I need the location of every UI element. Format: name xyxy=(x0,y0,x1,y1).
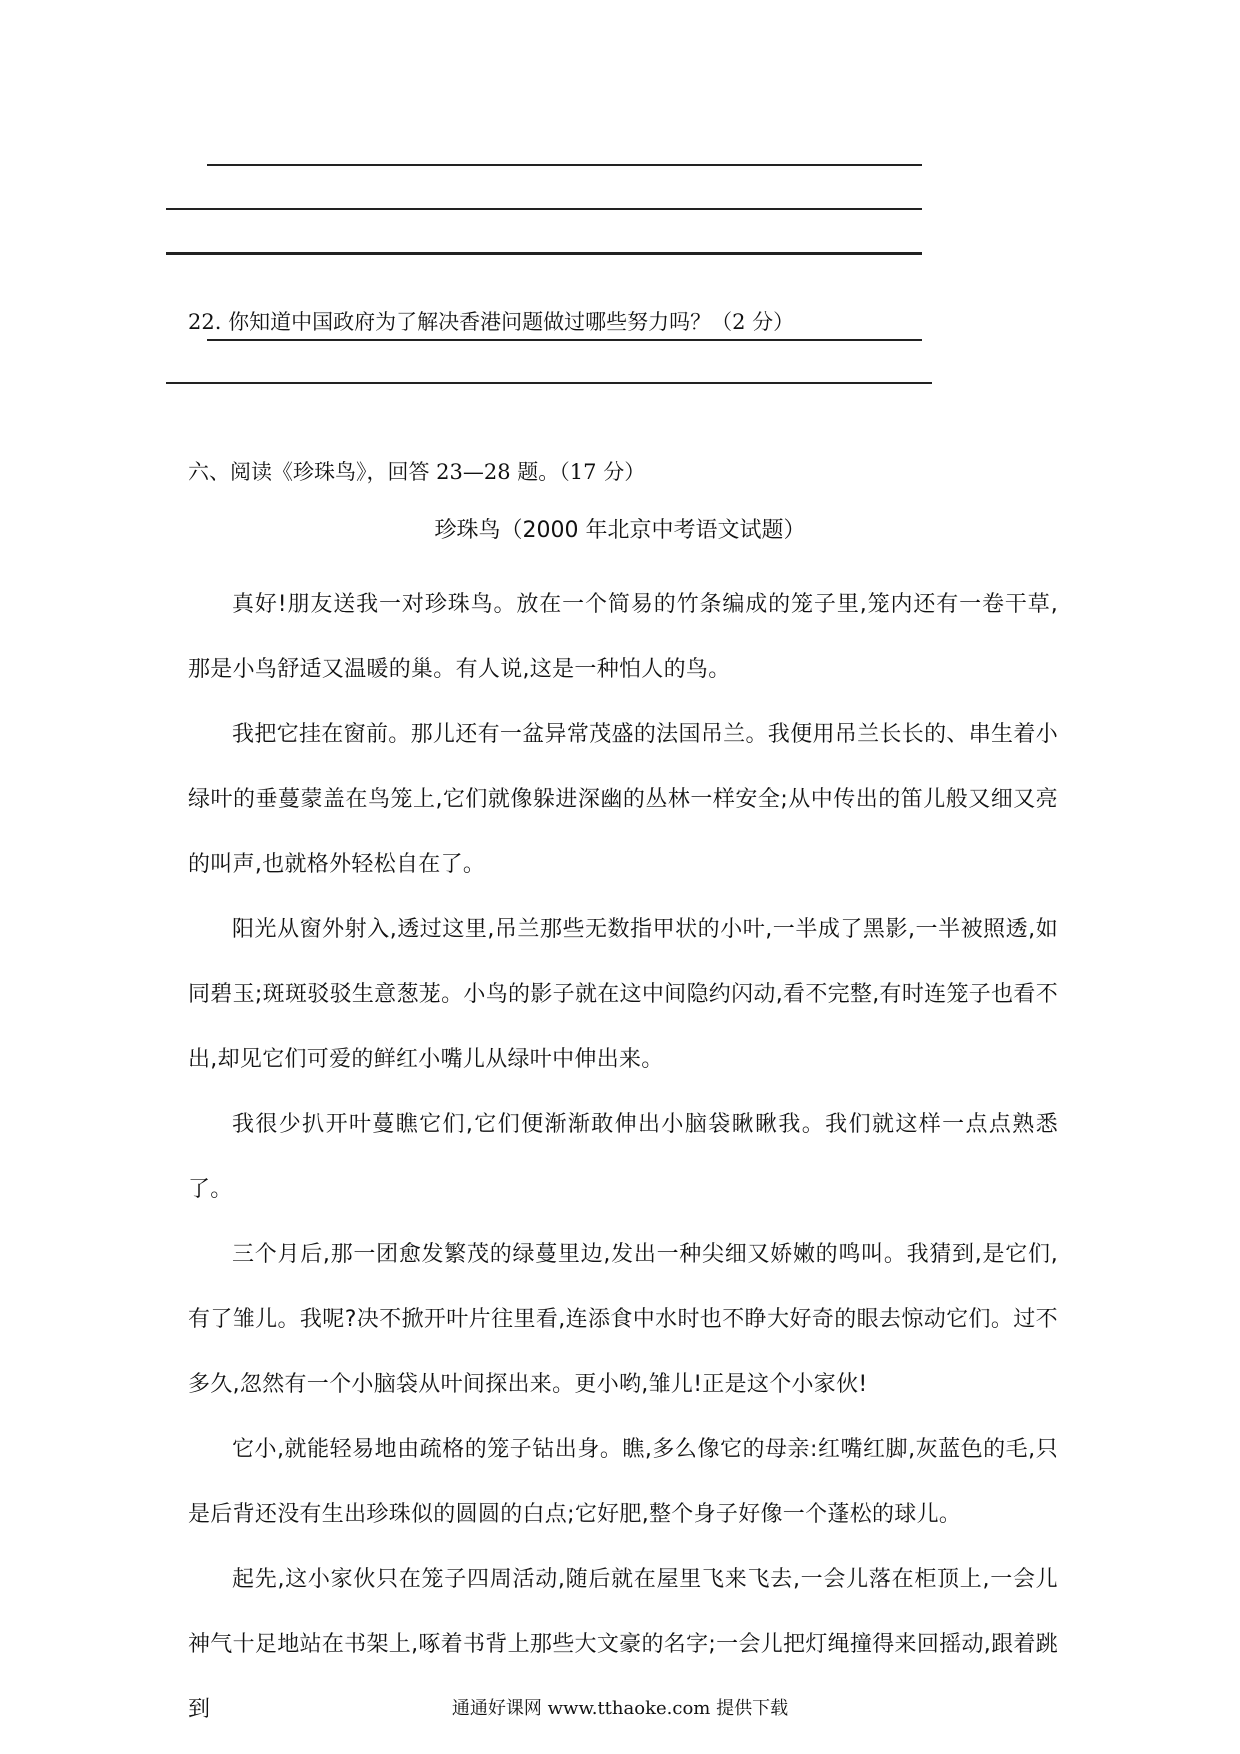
paragraph: 阳光从窗外射入,透过这里,吊兰那些无数指甲状的小叶,一半成了黑影,一半被照透,如同碧玉;斑斑驳驳生意葱茏。小鸟的影子就在这中间隐约闪动,看不完整,有时连笼子也看不出,却见它们可爱的鲜红小嘴儿从绿叶中伸出来。 xyxy=(188,917,1058,1072)
passage-title: 珍珠鸟（2000 年北京中考语文试题） xyxy=(434,518,806,543)
paragraph: 它小,就能轻易地由疏格的笼子钻出身。瞧,多么像它的母亲:红嘴红脚,灰蓝色的毛,只是后背还没有生出珍珠似的圆圆的白点;它好肥,整个身子好像一个蓬松的球儿。 xyxy=(188,1437,1058,1527)
passage-body xyxy=(188,572,1058,1742)
answer-line xyxy=(207,164,922,166)
section-heading: 六、阅读《珍珠鸟》，回答 23—28 题。（17 分） xyxy=(188,460,646,484)
paragraph: 我很少扒开叶蔓瞧它们,它们便渐渐敢伸出小脑袋瞅瞅我。我们就这样一点点熟悉了。 xyxy=(188,1112,1058,1202)
answer-line xyxy=(166,252,922,255)
paragraph: 起先,这小家伙只在笼子四周活动,随后就在屋里飞来飞去,一会儿落在柜顶上,一会儿神气十足地站在书架上,啄着书背上那些大文豪的名字;一会儿把灯绳撞得来回摇动,跟着跳到 xyxy=(188,1567,1058,1722)
answer-line xyxy=(166,208,922,210)
answer-line xyxy=(166,382,932,384)
page-footer: 通通好课网 www.tthaoke.com 提供下载 xyxy=(451,1698,789,1719)
paragraph: 真好!朋友送我一对珍珠鸟。放在一个简易的竹条编成的笼子里,笼内还有一卷干草,那是小鸟舒适又温暖的巢。有人说,这是一种怕人的鸟。 xyxy=(188,592,1058,682)
answer-line xyxy=(207,339,922,341)
question-22: 22. 你知道中国政府为了解决香港问题做过哪些努力吗？（2 分） xyxy=(188,310,795,334)
paragraph: 三个月后,那一团愈发繁茂的绿蔓里边,发出一种尖细又娇嫩的鸣叫。我猜到,是它们,有了雏儿。我呢?决不掀开叶片往里看,连添食中水时也不睁大好奇的眼去惊动它们。过不多久,忽然有一个小脑袋从叶间探出来。更小哟,雏儿!正是这个小家伙! xyxy=(188,1242,1058,1397)
paragraph: 我把它挂在窗前。那儿还有一盆异常茂盛的法国吊兰。我便用吊兰长长的、串生着小绿叶的垂蔓蒙盖在鸟笼上,它们就像躲进深幽的丛林一样安全;从中传出的笛儿般又细又亮的叫声,也就格外轻松自在了。 xyxy=(188,722,1058,877)
